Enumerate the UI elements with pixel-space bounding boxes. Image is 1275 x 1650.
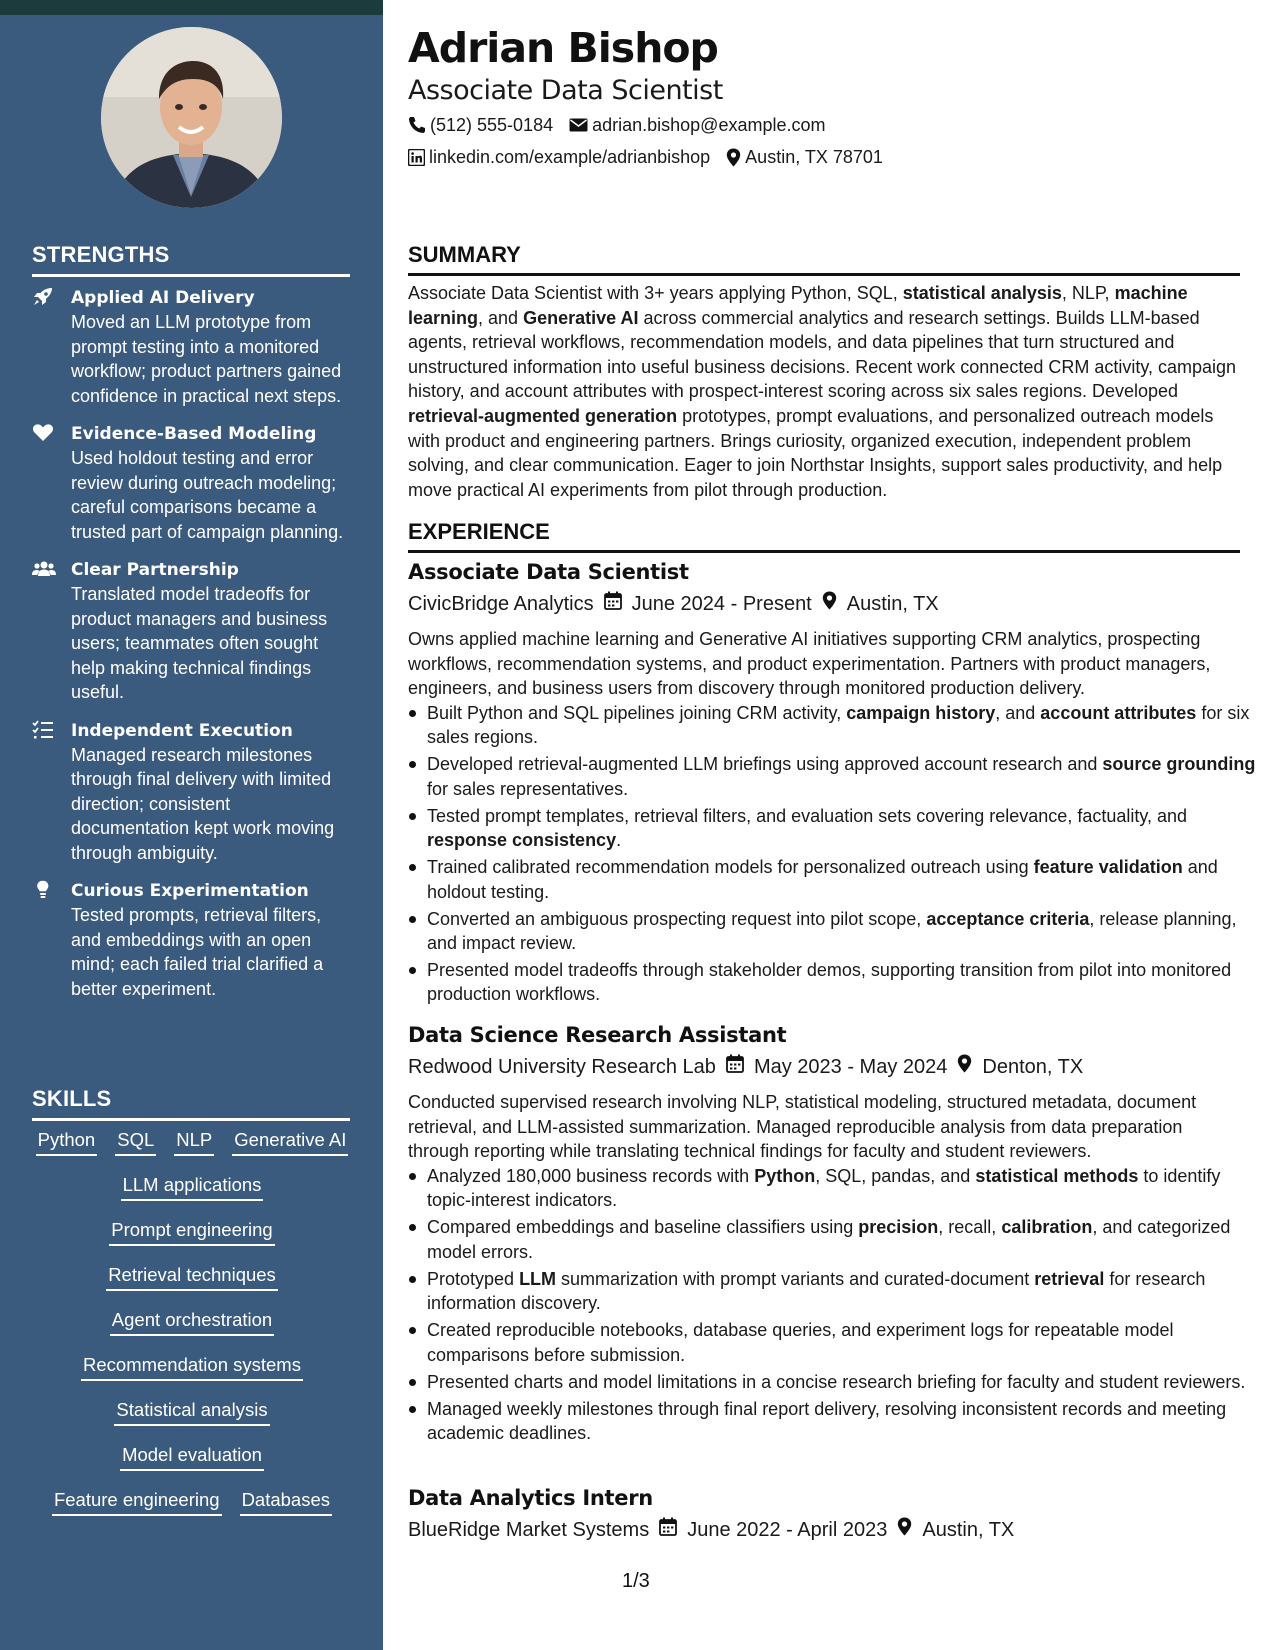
skills-row — [32, 1398, 352, 1443]
linkedin-text: linkedin.com/example/adrianbishop — [429, 147, 711, 167]
skill-tag: Prompt engineering — [109, 1218, 274, 1246]
candidate-title: Associate Data Scientist — [408, 75, 723, 106]
calendar-icon — [604, 591, 622, 617]
strength-item — [32, 286, 352, 408]
calendar-icon — [726, 1054, 744, 1080]
skills-row — [32, 1218, 352, 1263]
map-pin-icon — [726, 148, 741, 167]
strength-description: Moved an LLM prototype from prompt testing into a monitored workflow; product partners gained confidence in practical next steps. — [71, 312, 342, 406]
strength-title: Independent Execution — [71, 720, 293, 741]
linkedin-icon — [408, 149, 425, 166]
contact-row — [408, 113, 826, 137]
text-run: summarization with prompt variants and curated-document — [556, 1268, 1035, 1289]
contact-location — [726, 145, 883, 169]
map-pin-icon — [957, 1054, 972, 1080]
sidebar-top-bar — [0, 0, 383, 15]
skill-tag: NLP — [174, 1128, 214, 1156]
job-dates — [726, 1054, 947, 1080]
skill-tag: SQL — [115, 1128, 156, 1156]
text-run: Compared embeddings and baseline classifiers using — [427, 1217, 859, 1238]
emphasis-text: statistical analysis — [902, 283, 1062, 303]
emphasis-text: precision — [858, 1217, 939, 1238]
strength-title: Clear Partnership — [71, 560, 239, 580]
emphasis-text: calibration — [1001, 1217, 1093, 1238]
users-icon — [32, 559, 56, 579]
bullet-item — [427, 855, 1259, 904]
contact-row — [408, 145, 883, 169]
task-list-icon — [32, 720, 56, 740]
emphasis-text: LLM — [519, 1268, 557, 1289]
bullet-item — [427, 752, 1259, 801]
skill-tag: Python — [36, 1128, 98, 1156]
text-run: Managed weekly milestones through final report delivery, resolving inconsistent records and meeting academic deadlines. — [427, 1398, 1227, 1444]
text-run: Developed retrieval-augmented LLM briefings using approved account research and — [427, 754, 1103, 775]
strength-description: Used holdout testing and error review during outreach modeling; careful comparisons became a trusted part of campaign planning. — [71, 448, 344, 542]
strength-title: Curious Experimentation — [71, 881, 309, 901]
job-description: Owns applied machine learning and Generative AI initiatives supporting CRM analytics, prospecting workflows, recommendation systems, and product experimentation. Partners with product managers, engineers, and business users from discovery through monitored production delivery. — [408, 629, 1211, 699]
text-run: , and — [995, 703, 1041, 723]
skills-row — [32, 1308, 352, 1353]
emphasis-text: account attributes — [1040, 703, 1197, 723]
skill-tag: Statistical analysis — [114, 1398, 269, 1426]
page-number: 1/3 — [622, 1570, 650, 1592]
skill-tag: Generative AI — [232, 1128, 348, 1156]
skill-tag: Recommendation systems — [81, 1353, 303, 1381]
bullet-item — [427, 1397, 1259, 1446]
text-run: Built Python and SQL pipelines joining CRM activity, — [427, 703, 847, 723]
emphasis-text: acceptance criteria — [926, 908, 1090, 929]
candidate-name: Adrian Bishop — [408, 24, 718, 72]
rocket-icon — [32, 287, 56, 307]
job-location-text: Austin, TX — [846, 593, 939, 615]
emphasis-text: Generative AI — [523, 307, 639, 328]
sidebar — [0, 0, 383, 1650]
job-location-text: Denton, TX — [982, 1056, 1084, 1078]
strength-item — [32, 719, 352, 866]
text-run: Converted an ambiguous prospecting request into pilot scope, — [427, 908, 927, 929]
skills-row — [32, 1173, 352, 1218]
skills-heading: SKILLS — [32, 1086, 350, 1121]
skills-list — [32, 1128, 352, 1533]
text-run: , and — [478, 307, 524, 328]
text-run: . — [616, 830, 622, 851]
text-run: Tested prompt templates, retrieval filters, and evaluation sets covering relevance, factuality, and — [427, 805, 1188, 826]
text-run: and holdout testing. — [427, 857, 1218, 902]
job-dates — [659, 1517, 887, 1543]
company-name: Redwood University Research Lab — [408, 1056, 716, 1078]
company-name: BlueRidge Market Systems — [408, 1519, 650, 1541]
job-bullets — [408, 1164, 1259, 1448]
text-run: prototypes, prompt evaluations, and personalized outreach models with product and engineering partners. Brings curiosity, organized execution, independent problem solving, and clear communication. Eager to join Northstar Insights, support sales productivity, and help move practical AI experiments from pilot through production. — [408, 405, 1223, 500]
job-dates-text: June 2024 - Present — [631, 593, 812, 615]
text-run: for six sales regions. — [427, 703, 1250, 748]
text-run: Associate Data Scientist with 3+ years applying Python, SQL, — [408, 283, 903, 303]
skill-tag: Feature engineering — [52, 1488, 222, 1516]
phone-text: (512) 555-0184 — [430, 115, 554, 135]
text-run: , release planning, and impact review. — [427, 908, 1237, 954]
lightbulb-icon — [32, 880, 56, 900]
bullet-item — [427, 907, 1259, 956]
bullet-item — [427, 1267, 1259, 1316]
emphasis-text: campaign history — [846, 703, 996, 723]
job-meta — [408, 591, 939, 617]
text-run: , SQL, pandas, and — [815, 1166, 976, 1186]
strength-description: Managed research milestones through final delivery with limited direction; consistent documentation kept work moving through ambiguity. — [71, 744, 335, 863]
job-title: Data Science Research Assistant — [408, 1023, 787, 1047]
text-run: Presented model tradeoffs through stakeholder demos, supporting transition from pilot into monitored production workflows. — [427, 960, 1232, 1005]
bullet-item — [427, 1215, 1259, 1264]
job-location — [897, 1517, 1014, 1543]
skill-tag: Retrieval techniques — [106, 1263, 278, 1291]
text-run: , recall, — [938, 1217, 1002, 1238]
profile-photo — [101, 27, 282, 208]
text-run: across commercial analytics and research settings. Builds LLM-based agents, retrieval workflows, recommendation models, and data pipelines that turn structured and unstructured information into useful business decisions. Recent work connected CRM activity, campaign history, and account attributes with prospect-interest scoring across six sales regions. Developed — [408, 307, 1237, 402]
company-name: CivicBridge Analytics — [408, 593, 594, 615]
skill-tag: Model evaluation — [120, 1443, 264, 1471]
emphasis-text: Python — [754, 1166, 816, 1186]
summary-heading: SUMMARY — [408, 242, 1240, 276]
map-pin-icon — [822, 591, 837, 617]
skill-tag: Agent orchestration — [110, 1308, 274, 1336]
job-location — [822, 591, 939, 617]
envelope-icon — [569, 117, 588, 133]
skill-tag: Databases — [240, 1488, 332, 1516]
contact-linkedin[interactable] — [408, 145, 710, 169]
skills-row — [32, 1263, 352, 1308]
summary-paragraph — [408, 281, 1240, 502]
bullet-item — [427, 1370, 1259, 1394]
text-run: Trained calibrated recommendation models for personalized outreach using — [427, 857, 1034, 878]
calendar-icon — [659, 1517, 677, 1543]
text-run: for research information discovery. — [427, 1268, 1206, 1314]
bullet-item — [427, 804, 1259, 853]
phone-icon — [408, 116, 426, 134]
strength-title: Evidence-Based Modeling — [71, 424, 317, 444]
text-run: Presented charts and model limitations in a concise research briefing for faculty and student reviewers. — [427, 1371, 1246, 1392]
job-bullets — [408, 701, 1259, 1009]
text-run: Created reproducible notebooks, database queries, and experiment logs for repeatable model comparisons before submission. — [427, 1320, 1174, 1365]
bullet-item — [427, 1164, 1259, 1213]
skills-row — [32, 1488, 352, 1533]
job-dates — [604, 591, 812, 617]
text-run: , and categorized model errors. — [427, 1217, 1231, 1262]
contact-email[interactable] — [569, 113, 825, 137]
experience-heading: EXPERIENCE — [408, 519, 1240, 553]
text-run: Analyzed 180,000 business records with — [427, 1166, 755, 1186]
emphasis-text: response consistency — [427, 830, 617, 851]
job-dates-text: June 2022 - April 2023 — [687, 1519, 888, 1541]
emphasis-text: retrieval-augmented generation — [408, 405, 678, 426]
job-title: Associate Data Scientist — [408, 560, 689, 584]
contact-phone[interactable] — [408, 113, 553, 137]
strength-item — [32, 558, 352, 705]
text-run: , NLP, — [1061, 283, 1115, 303]
emphasis-text: retrieval — [1034, 1268, 1105, 1289]
job-meta — [408, 1517, 1014, 1543]
map-pin-icon — [897, 1517, 912, 1543]
job-location — [957, 1054, 1083, 1080]
bullet-item — [427, 958, 1259, 1007]
emphasis-text: machine learning — [408, 283, 1188, 328]
text-run: Prototyped — [427, 1268, 520, 1289]
job-title: Data Analytics Intern — [408, 1486, 653, 1510]
email-text: adrian.bishop@example.com — [592, 115, 826, 135]
skills-row — [32, 1128, 352, 1173]
skills-row — [32, 1353, 352, 1398]
job-dates-text: May 2023 - May 2024 — [753, 1056, 948, 1078]
heart-icon — [32, 423, 56, 443]
strength-title: Applied AI Delivery — [71, 288, 255, 308]
location-text: Austin, TX 78701 — [745, 147, 883, 167]
emphasis-text: feature validation — [1033, 857, 1183, 878]
skill-tag: LLM applications — [121, 1173, 264, 1201]
text-run: for sales representatives. — [427, 778, 629, 799]
bullet-item — [427, 701, 1259, 750]
strength-item — [32, 422, 352, 544]
strength-item — [32, 879, 352, 1001]
job-meta — [408, 1054, 1083, 1080]
bullet-item — [427, 1318, 1259, 1367]
job-description: Conducted supervised research involving NLP, statistical modeling, structured metadata, document retrieval, and LLM-assisted summarization. Managed reproducible analysis from data preparation through reporting while translating technical findings for faculty and student reviewers. — [408, 1092, 1197, 1162]
strengths-heading: STRENGTHS — [32, 242, 350, 277]
emphasis-text: statistical methods — [975, 1166, 1139, 1186]
strength-description: Tested prompts, retrieval filters, and embeddings with an open mind; each failed trial clarified a better experiment. — [71, 905, 324, 999]
emphasis-text: source grounding — [1102, 754, 1256, 775]
job-location-text: Austin, TX — [922, 1519, 1015, 1541]
strengths-list — [32, 286, 352, 1015]
skills-row — [32, 1443, 352, 1488]
strength-description: Translated model tradeoffs for product managers and business users; teammates often sought help making technical findings useful. — [71, 584, 328, 702]
text-run: to identify topic-interest indicators. — [427, 1166, 1221, 1211]
